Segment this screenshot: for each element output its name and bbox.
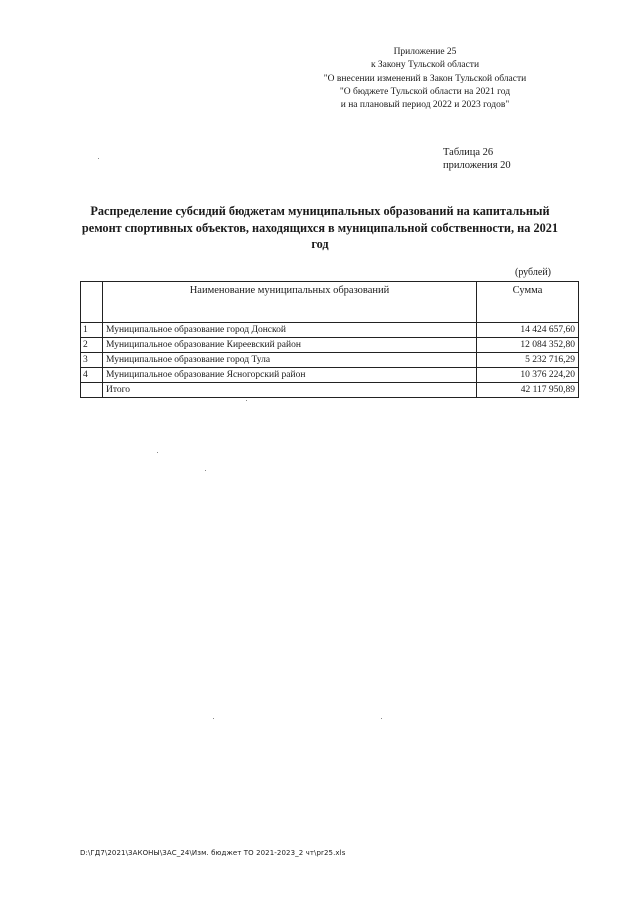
header-line-3: "О внесении изменений в Закон Тульской области bbox=[323, 73, 527, 84]
document-title: Распределение субсидий бюджетам муниципальных образований на капитальный ремонт спортивных объектов, находящихся в муниципальной собственности, на 2021 год bbox=[81, 204, 559, 251]
table-header-row bbox=[81, 282, 579, 323]
header-line-4: "О бюджете Тульской области на 2021 год bbox=[339, 86, 511, 97]
table-row bbox=[81, 323, 579, 338]
subsidy-table bbox=[80, 281, 579, 398]
row-sum: 5 232 716,29 bbox=[477, 353, 579, 368]
header-line-1: Приложение 25 bbox=[393, 47, 457, 57]
row-num: 3 bbox=[81, 353, 103, 368]
appendix-header bbox=[300, 46, 550, 112]
units-label: (рублей) bbox=[514, 267, 551, 278]
row-name: Муниципальное образование город Тула bbox=[103, 353, 477, 368]
table-ref-line-1: Таблица 26 bbox=[443, 147, 494, 158]
table-row bbox=[81, 353, 579, 368]
table-ref-line-2: приложения 20 bbox=[443, 160, 511, 171]
row-num: 4 bbox=[81, 368, 103, 383]
row-num: 1 bbox=[81, 323, 103, 338]
header-line-2: к Закону Тульской области bbox=[370, 60, 480, 71]
scan-speck bbox=[381, 718, 382, 719]
total-sum: 42 117 950,89 bbox=[477, 383, 579, 398]
row-sum: 10 376 224,20 bbox=[477, 368, 579, 383]
row-sum: 12 084 352,80 bbox=[477, 338, 579, 353]
table-row bbox=[81, 338, 579, 353]
table-reference bbox=[443, 146, 511, 172]
header-name-cell: Наименование муниципальных образований bbox=[103, 282, 477, 323]
total-num bbox=[81, 383, 103, 398]
scan-speck bbox=[98, 158, 99, 159]
table-row bbox=[81, 368, 579, 383]
table-total-row bbox=[81, 383, 579, 398]
total-label: Итого bbox=[103, 383, 477, 398]
row-name: Муниципальное образование Киреевский район bbox=[103, 338, 477, 353]
scan-speck bbox=[157, 452, 158, 453]
row-num: 2 bbox=[81, 338, 103, 353]
row-sum: 14 424 657,60 bbox=[477, 323, 579, 338]
row-name: Муниципальное образование Ясногорский район bbox=[103, 368, 477, 383]
scan-speck bbox=[246, 400, 247, 401]
header-sum-cell: Сумма bbox=[477, 282, 579, 323]
header-num-cell bbox=[81, 282, 103, 323]
row-name: Муниципальное образование город Донской bbox=[103, 323, 477, 338]
header-line-5: и на плановый период 2022 и 2023 годов" bbox=[340, 100, 510, 111]
scan-speck bbox=[213, 718, 214, 719]
scan-speck bbox=[205, 470, 206, 471]
file-path-footer: D:\ГД7\2021\ЗАКОНЫ\ЗАС_24\Изм. бюджет ТО 2021-2023_2 чт\pr25.xls bbox=[80, 849, 346, 857]
